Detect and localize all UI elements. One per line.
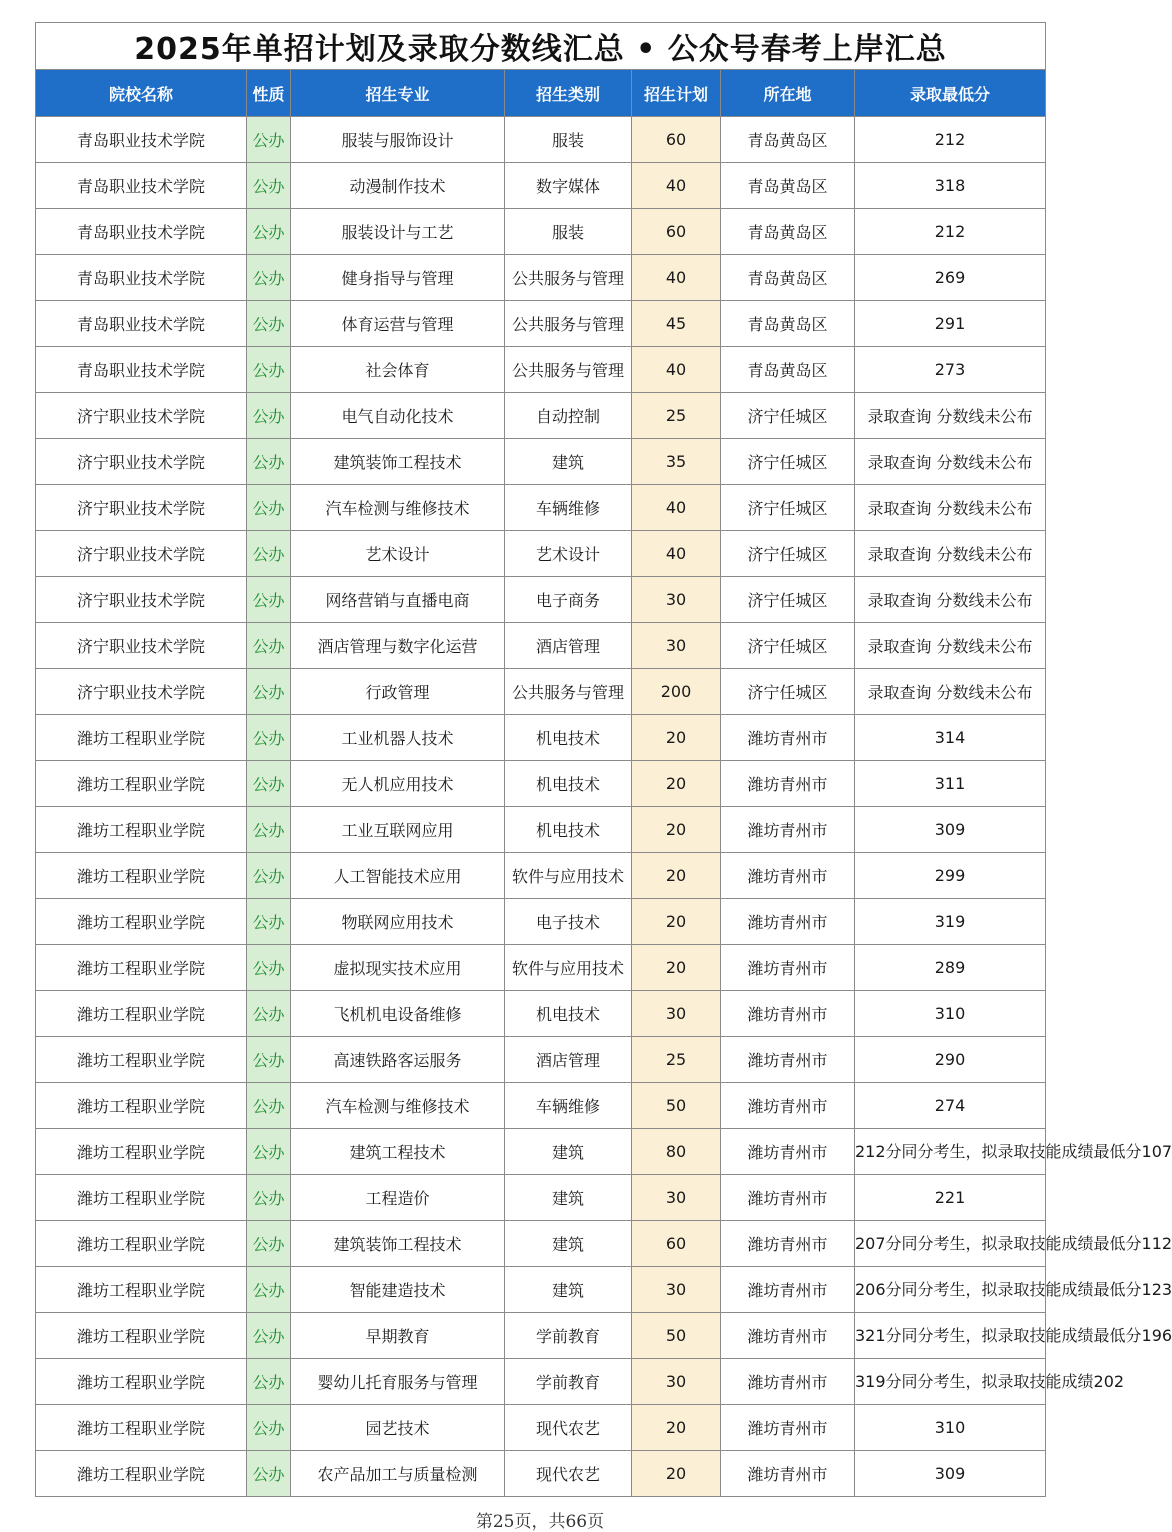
- min-score-cell: 录取查询 分数线未公布: [855, 669, 1046, 715]
- school-name-cell: 青岛职业技术学院: [36, 163, 247, 209]
- location-cell: 青岛黄岛区: [721, 117, 855, 163]
- min-score-cell: 299: [855, 853, 1046, 899]
- table-row: [36, 1083, 1046, 1129]
- category-cell: 服装: [505, 209, 632, 255]
- major-cell: 酒店管理与数字化运营: [291, 623, 505, 669]
- nature-cell: 公办: [247, 761, 291, 807]
- min-score-cell: 321分同分考生，拟录取技能成绩最低分196: [855, 1313, 1046, 1359]
- column-header-location: 所在地: [721, 70, 855, 117]
- category-cell: 服装: [505, 117, 632, 163]
- school-name-cell: 潍坊工程职业学院: [36, 945, 247, 991]
- location-cell: 潍坊青州市: [721, 807, 855, 853]
- category-cell: 建筑: [505, 1267, 632, 1313]
- category-cell: 机电技术: [505, 991, 632, 1037]
- table-row: [36, 1359, 1046, 1405]
- location-cell: 青岛黄岛区: [721, 255, 855, 301]
- nature-cell: 公办: [247, 807, 291, 853]
- min-score-cell: 310: [855, 991, 1046, 1037]
- table-row: [36, 255, 1046, 301]
- plan-cell: 40: [632, 531, 721, 577]
- major-cell: 园艺技术: [291, 1405, 505, 1451]
- table-row: [36, 347, 1046, 393]
- category-cell: 机电技术: [505, 715, 632, 761]
- plan-cell: 20: [632, 715, 721, 761]
- column-header-major: 招生专业: [291, 70, 505, 117]
- nature-cell: 公办: [247, 577, 291, 623]
- category-cell: 建筑: [505, 439, 632, 485]
- plan-cell: 30: [632, 1175, 721, 1221]
- major-cell: 物联网应用技术: [291, 899, 505, 945]
- location-cell: 潍坊青州市: [721, 853, 855, 899]
- table-row: [36, 715, 1046, 761]
- nature-cell: 公办: [247, 485, 291, 531]
- table-row: [36, 531, 1046, 577]
- category-cell: 酒店管理: [505, 1037, 632, 1083]
- nature-cell: 公办: [247, 209, 291, 255]
- location-cell: 潍坊青州市: [721, 1405, 855, 1451]
- table-row: [36, 1175, 1046, 1221]
- school-name-cell: 潍坊工程职业学院: [36, 1083, 247, 1129]
- location-cell: 济宁任城区: [721, 485, 855, 531]
- table-row: [36, 1405, 1046, 1451]
- school-name-cell: 青岛职业技术学院: [36, 255, 247, 301]
- min-score-cell: 录取查询 分数线未公布: [855, 623, 1046, 669]
- category-cell: 车辆维修: [505, 1083, 632, 1129]
- school-name-cell: 济宁职业技术学院: [36, 393, 247, 439]
- plan-cell: 20: [632, 807, 721, 853]
- min-score-cell: 291: [855, 301, 1046, 347]
- nature-cell: 公办: [247, 1405, 291, 1451]
- location-cell: 潍坊青州市: [721, 1267, 855, 1313]
- location-cell: 潍坊青州市: [721, 1175, 855, 1221]
- column-header-school: 院校名称: [36, 70, 247, 117]
- plan-cell: 35: [632, 439, 721, 485]
- nature-cell: 公办: [247, 531, 291, 577]
- table-row: [36, 1313, 1046, 1359]
- table-row: [36, 991, 1046, 1037]
- plan-cell: 20: [632, 761, 721, 807]
- school-name-cell: 潍坊工程职业学院: [36, 715, 247, 761]
- min-score-cell: 录取查询 分数线未公布: [855, 485, 1046, 531]
- school-name-cell: 济宁职业技术学院: [36, 669, 247, 715]
- nature-cell: 公办: [247, 623, 291, 669]
- plan-cell: 50: [632, 1313, 721, 1359]
- location-cell: 青岛黄岛区: [721, 347, 855, 393]
- school-name-cell: 潍坊工程职业学院: [36, 1221, 247, 1267]
- major-cell: 建筑装饰工程技术: [291, 439, 505, 485]
- plan-cell: 30: [632, 1359, 721, 1405]
- table-row: [36, 577, 1046, 623]
- major-cell: 体育运营与管理: [291, 301, 505, 347]
- school-name-cell: 潍坊工程职业学院: [36, 1037, 247, 1083]
- school-name-cell: 潍坊工程职业学院: [36, 1405, 247, 1451]
- table-row: [36, 163, 1046, 209]
- page-number: 第25页，共66页: [475, 1512, 605, 1532]
- column-header-category: 招生类别: [505, 70, 632, 117]
- min-score-cell: 309: [855, 807, 1046, 853]
- plan-cell: 40: [632, 163, 721, 209]
- nature-cell: 公办: [247, 945, 291, 991]
- location-cell: 济宁任城区: [721, 623, 855, 669]
- nature-cell: 公办: [247, 991, 291, 1037]
- school-name-cell: 潍坊工程职业学院: [36, 1451, 247, 1497]
- school-name-cell: 潍坊工程职业学院: [36, 1129, 247, 1175]
- major-cell: 行政管理: [291, 669, 505, 715]
- nature-cell: 公办: [247, 1221, 291, 1267]
- nature-cell: 公办: [247, 1359, 291, 1405]
- category-cell: 现代农艺: [505, 1405, 632, 1451]
- min-score-cell: 212: [855, 209, 1046, 255]
- category-cell: 公共服务与管理: [505, 347, 632, 393]
- school-name-cell: 青岛职业技术学院: [36, 117, 247, 163]
- min-score-cell: 273: [855, 347, 1046, 393]
- table-row: [36, 761, 1046, 807]
- table-row: [36, 393, 1046, 439]
- location-cell: 潍坊青州市: [721, 1037, 855, 1083]
- nature-cell: 公办: [247, 163, 291, 209]
- plan-cell: 30: [632, 577, 721, 623]
- table-row: [36, 439, 1046, 485]
- plan-cell: 40: [632, 485, 721, 531]
- category-cell: 酒店管理: [505, 623, 632, 669]
- min-score-cell: 212: [855, 117, 1046, 163]
- plan-cell: 25: [632, 1037, 721, 1083]
- table-row: [36, 1129, 1046, 1175]
- plan-cell: 80: [632, 1129, 721, 1175]
- major-cell: 网络营销与直播电商: [291, 577, 505, 623]
- column-header-min-score: 录取最低分: [855, 70, 1046, 117]
- location-cell: 济宁任城区: [721, 531, 855, 577]
- min-score-cell: 206分同分考生，拟录取技能成绩最低分123: [855, 1267, 1046, 1313]
- plan-cell: 40: [632, 347, 721, 393]
- category-cell: 机电技术: [505, 807, 632, 853]
- min-score-cell: 269: [855, 255, 1046, 301]
- category-cell: 自动控制: [505, 393, 632, 439]
- major-cell: 工业机器人技术: [291, 715, 505, 761]
- nature-cell: 公办: [247, 347, 291, 393]
- category-cell: 软件与应用技术: [505, 853, 632, 899]
- major-cell: 人工智能技术应用: [291, 853, 505, 899]
- plan-cell: 200: [632, 669, 721, 715]
- table-row: [36, 1267, 1046, 1313]
- table-row: [36, 669, 1046, 715]
- major-cell: 高速铁路客运服务: [291, 1037, 505, 1083]
- location-cell: 潍坊青州市: [721, 761, 855, 807]
- min-score-cell: 207分同分考生，拟录取技能成绩最低分112: [855, 1221, 1046, 1267]
- min-score-cell: 221: [855, 1175, 1046, 1221]
- min-score-cell: 318: [855, 163, 1046, 209]
- plan-cell: 20: [632, 853, 721, 899]
- nature-cell: 公办: [247, 899, 291, 945]
- page-title: 2025年单招计划及录取分数线汇总 • 公众号春考上岸汇总: [36, 23, 1046, 70]
- plan-cell: 60: [632, 117, 721, 163]
- table-row: [36, 301, 1046, 347]
- nature-cell: 公办: [247, 301, 291, 347]
- category-cell: 建筑: [505, 1221, 632, 1267]
- location-cell: 潍坊青州市: [721, 1451, 855, 1497]
- major-cell: 汽车检测与维修技术: [291, 1083, 505, 1129]
- column-header-nature: 性质: [247, 70, 291, 117]
- major-cell: 早期教育: [291, 1313, 505, 1359]
- nature-cell: 公办: [247, 1129, 291, 1175]
- location-cell: 济宁任城区: [721, 577, 855, 623]
- min-score-cell: 290: [855, 1037, 1046, 1083]
- category-cell: 数字媒体: [505, 163, 632, 209]
- table-row: [36, 1451, 1046, 1497]
- nature-cell: 公办: [247, 117, 291, 163]
- min-score-cell: 289: [855, 945, 1046, 991]
- table-row: [36, 117, 1046, 163]
- plan-cell: 30: [632, 623, 721, 669]
- nature-cell: 公办: [247, 1451, 291, 1497]
- plan-cell: 30: [632, 1267, 721, 1313]
- plan-cell: 30: [632, 991, 721, 1037]
- major-cell: 服装与服饰设计: [291, 117, 505, 163]
- title-row: [36, 23, 1046, 70]
- location-cell: 潍坊青州市: [721, 945, 855, 991]
- plan-cell: 20: [632, 899, 721, 945]
- category-cell: 公共服务与管理: [505, 301, 632, 347]
- min-score-cell: 319: [855, 899, 1046, 945]
- major-cell: 建筑装饰工程技术: [291, 1221, 505, 1267]
- nature-cell: 公办: [247, 1175, 291, 1221]
- major-cell: 智能建造技术: [291, 1267, 505, 1313]
- category-cell: 公共服务与管理: [505, 255, 632, 301]
- plan-cell: 45: [632, 301, 721, 347]
- plan-cell: 50: [632, 1083, 721, 1129]
- school-name-cell: 济宁职业技术学院: [36, 577, 247, 623]
- table-row: [36, 807, 1046, 853]
- category-cell: 建筑: [505, 1175, 632, 1221]
- nature-cell: 公办: [247, 393, 291, 439]
- major-cell: 无人机应用技术: [291, 761, 505, 807]
- school-name-cell: 济宁职业技术学院: [36, 531, 247, 577]
- school-name-cell: 潍坊工程职业学院: [36, 853, 247, 899]
- min-score-cell: 录取查询 分数线未公布: [855, 577, 1046, 623]
- location-cell: 潍坊青州市: [721, 1221, 855, 1267]
- major-cell: 健身指导与管理: [291, 255, 505, 301]
- school-name-cell: 潍坊工程职业学院: [36, 899, 247, 945]
- school-name-cell: 潍坊工程职业学院: [36, 1175, 247, 1221]
- table-row: [36, 945, 1046, 991]
- major-cell: 工程造价: [291, 1175, 505, 1221]
- school-name-cell: 潍坊工程职业学院: [36, 1359, 247, 1405]
- school-name-cell: 潍坊工程职业学院: [36, 1267, 247, 1313]
- major-cell: 农产品加工与质量检测: [291, 1451, 505, 1497]
- nature-cell: 公办: [247, 255, 291, 301]
- location-cell: 青岛黄岛区: [721, 163, 855, 209]
- major-cell: 动漫制作技术: [291, 163, 505, 209]
- plan-cell: 60: [632, 1221, 721, 1267]
- column-header-plan: 招生计划: [632, 70, 721, 117]
- school-name-cell: 青岛职业技术学院: [36, 347, 247, 393]
- nature-cell: 公办: [247, 669, 291, 715]
- nature-cell: 公办: [247, 439, 291, 485]
- table-row: [36, 623, 1046, 669]
- school-name-cell: 潍坊工程职业学院: [36, 807, 247, 853]
- plan-cell: 20: [632, 1405, 721, 1451]
- table-row: [36, 899, 1046, 945]
- major-cell: 虚拟现实技术应用: [291, 945, 505, 991]
- nature-cell: 公办: [247, 1083, 291, 1129]
- school-name-cell: 济宁职业技术学院: [36, 485, 247, 531]
- min-score-cell: 310: [855, 1405, 1046, 1451]
- location-cell: 青岛黄岛区: [721, 209, 855, 255]
- category-cell: 现代农艺: [505, 1451, 632, 1497]
- category-cell: 艺术设计: [505, 531, 632, 577]
- plan-cell: 60: [632, 209, 721, 255]
- major-cell: 汽车检测与维修技术: [291, 485, 505, 531]
- location-cell: 潍坊青州市: [721, 1313, 855, 1359]
- min-score-cell: 314: [855, 715, 1046, 761]
- min-score-cell: 309: [855, 1451, 1046, 1497]
- major-cell: 建筑工程技术: [291, 1129, 505, 1175]
- school-name-cell: 青岛职业技术学院: [36, 301, 247, 347]
- header-row: [36, 70, 1046, 117]
- category-cell: 公共服务与管理: [505, 669, 632, 715]
- school-name-cell: 潍坊工程职业学院: [36, 1313, 247, 1359]
- min-score-cell: 录取查询 分数线未公布: [855, 393, 1046, 439]
- major-cell: 社会体育: [291, 347, 505, 393]
- table-row: [36, 485, 1046, 531]
- table-body: [36, 117, 1172, 1497]
- category-cell: 软件与应用技术: [505, 945, 632, 991]
- min-score-cell: 311: [855, 761, 1046, 807]
- min-score-cell: 录取查询 分数线未公布: [855, 439, 1046, 485]
- min-score-cell: 319分同分考生，拟录取技能成绩202: [855, 1359, 1046, 1405]
- category-cell: 机电技术: [505, 761, 632, 807]
- category-cell: 电子技术: [505, 899, 632, 945]
- school-name-cell: 济宁职业技术学院: [36, 623, 247, 669]
- nature-cell: 公办: [247, 715, 291, 761]
- school-name-cell: 济宁职业技术学院: [36, 439, 247, 485]
- min-score-cell: 274: [855, 1083, 1046, 1129]
- school-name-cell: 青岛职业技术学院: [36, 209, 247, 255]
- nature-cell: 公办: [247, 1267, 291, 1313]
- admission-table: [35, 22, 1172, 1497]
- location-cell: 潍坊青州市: [721, 1129, 855, 1175]
- location-cell: 潍坊青州市: [721, 899, 855, 945]
- table-row: [36, 1037, 1046, 1083]
- major-cell: 服装设计与工艺: [291, 209, 505, 255]
- nature-cell: 公办: [247, 1313, 291, 1359]
- category-cell: 学前教育: [505, 1313, 632, 1359]
- plan-cell: 40: [632, 255, 721, 301]
- location-cell: 潍坊青州市: [721, 715, 855, 761]
- location-cell: 潍坊青州市: [721, 1359, 855, 1405]
- plan-cell: 20: [632, 1451, 721, 1497]
- plan-cell: 25: [632, 393, 721, 439]
- nature-cell: 公办: [247, 1037, 291, 1083]
- table-row: [36, 1221, 1046, 1267]
- location-cell: 济宁任城区: [721, 439, 855, 485]
- location-cell: 潍坊青州市: [721, 1083, 855, 1129]
- category-cell: 建筑: [505, 1129, 632, 1175]
- category-cell: 车辆维修: [505, 485, 632, 531]
- category-cell: 电子商务: [505, 577, 632, 623]
- location-cell: 青岛黄岛区: [721, 301, 855, 347]
- major-cell: 飞机机电设备维修: [291, 991, 505, 1037]
- plan-cell: 20: [632, 945, 721, 991]
- location-cell: 济宁任城区: [721, 393, 855, 439]
- school-name-cell: 潍坊工程职业学院: [36, 991, 247, 1037]
- table-row: [36, 209, 1046, 255]
- min-score-cell: 212分同分考生，拟录取技能成绩最低分107: [855, 1129, 1046, 1175]
- nature-cell: 公办: [247, 853, 291, 899]
- major-cell: 工业互联网应用: [291, 807, 505, 853]
- min-score-cell: 录取查询 分数线未公布: [855, 531, 1046, 577]
- major-cell: 艺术设计: [291, 531, 505, 577]
- location-cell: 潍坊青州市: [721, 991, 855, 1037]
- table-row: [36, 853, 1046, 899]
- location-cell: 济宁任城区: [721, 669, 855, 715]
- school-name-cell: 潍坊工程职业学院: [36, 761, 247, 807]
- major-cell: 电气自动化技术: [291, 393, 505, 439]
- major-cell: 婴幼儿托育服务与管理: [291, 1359, 505, 1405]
- category-cell: 学前教育: [505, 1359, 632, 1405]
